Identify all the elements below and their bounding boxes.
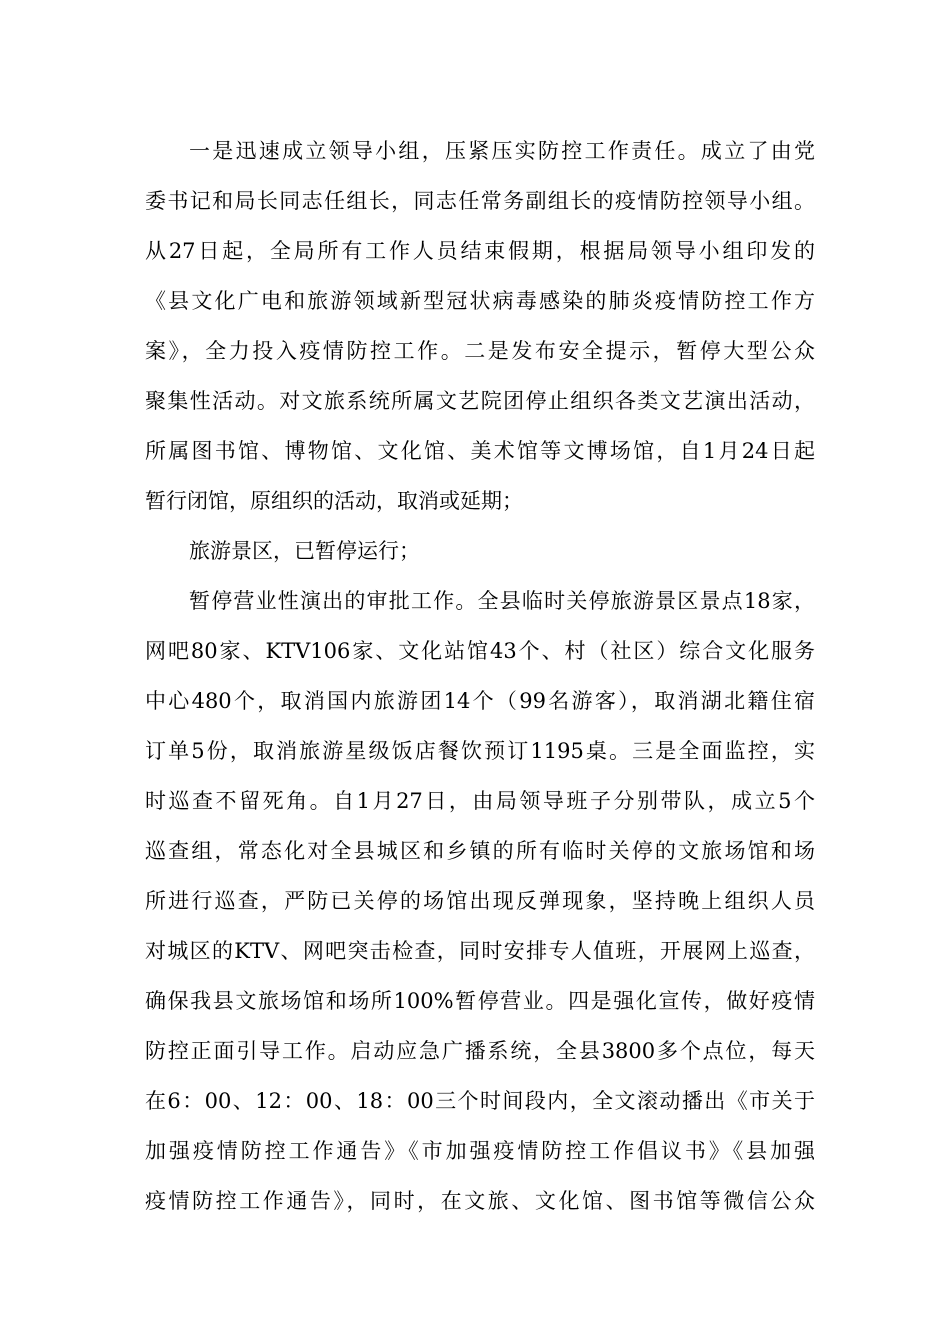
text-line: 在6：00、12：00、18：00三个时间段内，全文滚动播出《市关于	[145, 1089, 815, 1113]
text-line: 巡查组，常态化对全县城区和乡镇的所有临时关停的文旅场馆和场	[145, 839, 815, 863]
text-line: 从27日起，全局所有工作人员结束假期，根据局领导小组印发的	[145, 239, 815, 263]
text-line: 对城区的KTV、网吧突击检查，同时安排专人值班，开展网上巡查，	[145, 939, 815, 963]
text-line: 订单5份，取消旅游星级饭店餐饮预订1195桌。三是全面监控，实	[145, 739, 815, 763]
text-line: 暂停营业性演出的审批工作。全县临时关停旅游景区景点18家，	[189, 589, 815, 613]
text-line: 暂行闭馆，原组织的活动，取消或延期；	[145, 489, 523, 513]
text-line: 所进行巡查，严防已关停的场馆出现反弹现象，坚持晚上组织人员	[145, 889, 815, 913]
document-body	[145, 126, 815, 1226]
text-line: 一是迅速成立领导小组，压紧压实防控工作责任。成立了由党	[189, 139, 815, 163]
text-line: 旅游景区，已暂停运行；	[189, 539, 420, 563]
text-line: 时巡查不留死角。自1月27日，由局领导班子分别带队，成立5个	[145, 789, 815, 813]
text-line: 确保我县文旅场馆和场所100%暂停营业。四是强化宣传，做好疫情	[145, 989, 815, 1013]
text-line: 疫情防控工作通告》，同时，在文旅、文化馆、图书馆等微信公众	[145, 1189, 815, 1213]
text-line: 聚集性活动。对文旅系统所属文艺院团停止组织各类文艺演出活动，	[145, 389, 815, 413]
text-line: 委书记和局长同志任组长，同志任常务副组长的疫情防控领导小组。	[145, 189, 815, 213]
text-line: 案》，全力投入疫情防控工作。二是发布安全提示，暂停大型公众	[145, 339, 815, 363]
text-line: 防控正面引导工作。启动应急广播系统，全县3800多个点位，每天	[145, 1039, 815, 1063]
text-line: 所属图书馆、博物馆、文化馆、美术馆等文博场馆，自1月24日起	[145, 439, 815, 463]
text-line: 中心480个，取消国内旅游团14个（99名游客），取消湖北籍住宿	[145, 689, 815, 713]
text-line: 网吧80家、KTV106家、文化站馆43个、村（社区）综合文化服务	[145, 639, 815, 663]
text-line: 加强疫情防控工作通告》《市加强疫情防控工作倡议书》《县加强	[145, 1139, 815, 1163]
text-line: 《县文化广电和旅游领域新型冠状病毒感染的肺炎疫情防控工作方	[145, 289, 815, 313]
